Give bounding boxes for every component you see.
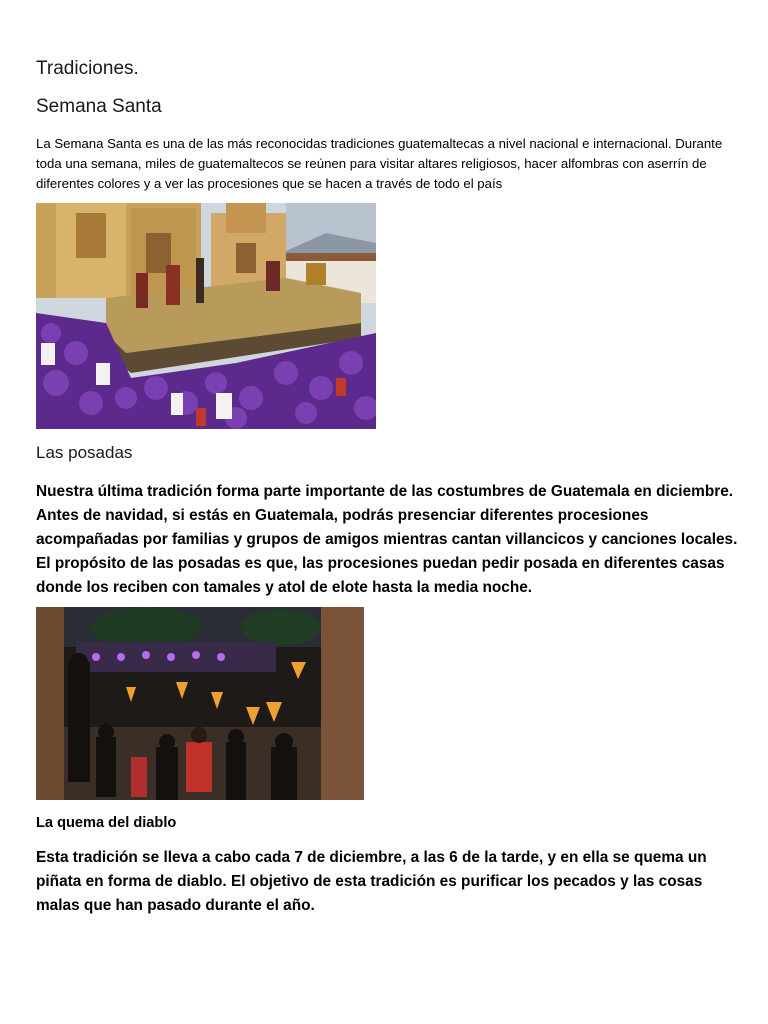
document-title: Tradiciones. [36, 58, 139, 79]
section-body-quema-del-diablo: Esta tradición se lleva a cabo cada 7 de diciembre, a las 6 de la tarde, y en ella se quema un piñata en forma de diablo. El objetivo de esta tradición es purificar los pecados y las cosas malas que han pasado durante el año. [36, 849, 707, 914]
section-heading-semana-santa: Semana Santa [36, 96, 162, 117]
section-heading-quema-del-diablo: La quema del diablo [36, 815, 177, 831]
section-body-semana-santa: La Semana Santa es una de las más reconocidas tradiciones guatemaltecas a nivel nacional e internacional. Durante toda una semana, miles de guatemaltecos se reúnen para visitar altares religiosos, hacer alfombras con aserrín de diferentes colores y a ver las procesiones que se hacen a través de todo el país [36, 136, 723, 191]
semana-santa-procession-photo [36, 203, 376, 429]
section-body-las-posadas: Nuestra última tradición forma parte importante de las costumbres de Guatemala en diciembre. Antes de navidad, si estás en Guatemala, podrás presenciar diferentes procesiones acompañadas por familias y grupos de amigos mientras cantan villancicos y canciones locales. El propósito de las posadas es que, las procesiones puedan pedir posada en diferentes casas donde los reciben con tamales y atol de elote hasta la media noche. [36, 483, 738, 596]
las-posadas-night-photo [36, 607, 364, 800]
section-heading-las-posadas: Las posadas [36, 443, 133, 462]
